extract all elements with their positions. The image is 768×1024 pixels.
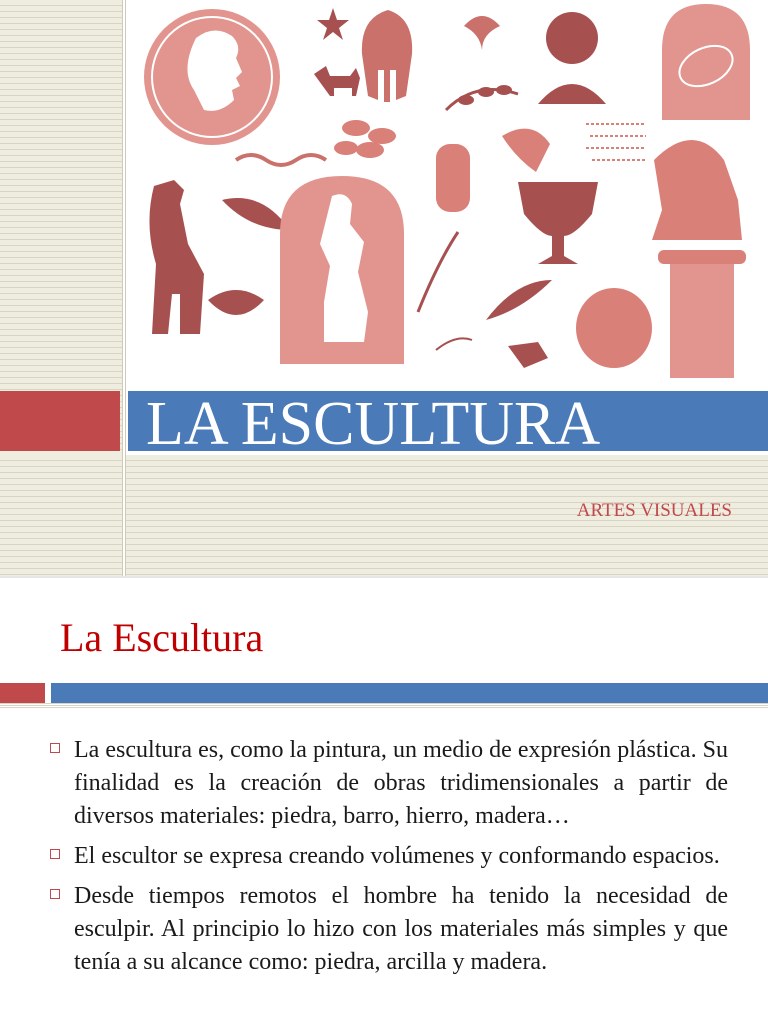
bullet-list bbox=[48, 734, 728, 986]
content-lines bbox=[0, 703, 768, 708]
fragment-icon bbox=[502, 129, 550, 172]
dog-statue-icon bbox=[149, 180, 204, 334]
fern-leaf-icon bbox=[486, 280, 552, 320]
warrior-bust-icon bbox=[652, 140, 742, 240]
medusa-head-icon bbox=[546, 12, 598, 64]
torso-fragment-icon bbox=[508, 342, 548, 368]
owl-statue-icon bbox=[436, 144, 470, 212]
stones-icon bbox=[334, 120, 396, 158]
ginkgo-branch-icon bbox=[436, 338, 472, 350]
square-bullet-icon bbox=[50, 849, 60, 859]
content-slide bbox=[0, 578, 768, 1024]
sculpture-illustration bbox=[126, 0, 768, 390]
square-bullet-icon bbox=[50, 743, 60, 753]
palm-leaf-icon bbox=[222, 198, 290, 230]
content-blue-band bbox=[51, 683, 768, 703]
square-bullet-icon bbox=[50, 889, 60, 899]
column-icon bbox=[670, 260, 734, 378]
vase-icon bbox=[518, 182, 598, 264]
bullet-text: Desde tiempos remotos el hombre ha tenido la necesidad de esculpir. Al principio lo hizo con los materiales más simples y que tenía a su alcance como: piedra, arcilla y madera. bbox=[74, 883, 728, 975]
helmet-icon bbox=[362, 10, 412, 102]
title-red-band bbox=[0, 391, 120, 451]
list-item bbox=[48, 840, 728, 873]
bullet-text: La escultura es, como la pintura, un medio de expresión plástica. Su finalidad es la creación de obras tridimensionales a partir de diversos materiales: piedra, barro, hierro, madera… bbox=[74, 737, 728, 829]
mask-medallion-icon bbox=[576, 288, 652, 368]
text-lines-icon bbox=[586, 124, 646, 160]
wave-lines-icon bbox=[236, 155, 326, 165]
arch-planet-icon bbox=[662, 4, 750, 120]
slide-subtitle: ARTES VISUALES bbox=[576, 500, 732, 521]
list-item bbox=[48, 880, 728, 979]
content-title: La Escultura bbox=[60, 615, 264, 660]
ginkgo-leaf-icon bbox=[464, 16, 500, 50]
bullet-text: El escultor se expresa creando volúmenes y conformando espacios. bbox=[74, 843, 720, 869]
fern-icon bbox=[418, 232, 458, 312]
star-icon bbox=[317, 8, 349, 40]
content-red-band bbox=[0, 683, 45, 703]
list-item bbox=[48, 734, 728, 833]
lined-paper-corner bbox=[0, 455, 122, 576]
slide-title: LA ESCULTURA bbox=[146, 390, 601, 458]
bull-figurine-icon bbox=[314, 66, 360, 96]
